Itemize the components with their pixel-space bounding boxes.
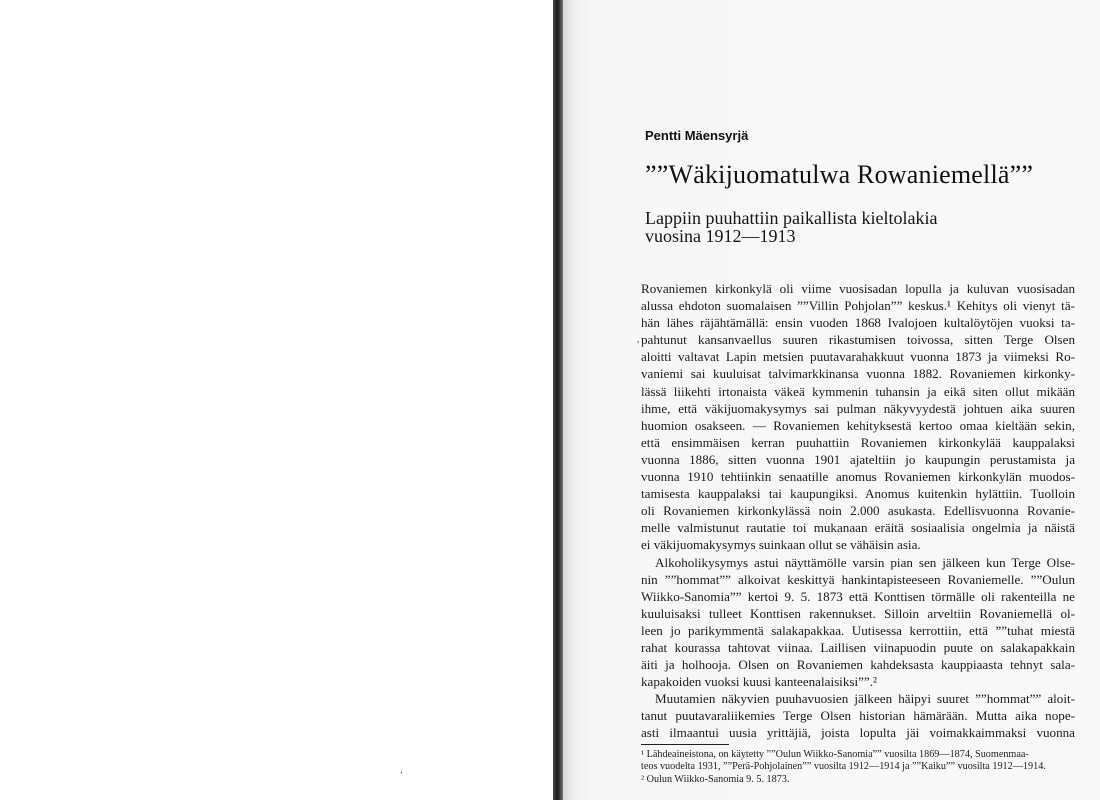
body-line: että ensimmäisen kerran puuhattiin Rovaniemen kirkonkylää kauppalaksi <box>641 434 1075 450</box>
body-line: huomion osakseen. — Rovaniemen kehityksestä kertoo omaa kieltään sekin, <box>641 417 1075 433</box>
body-line: ihme, että väkijuomakysymys sai pulman näkyvyydestä johtuen aika suuren <box>641 400 1075 416</box>
body-line: Alkoholikysymys astui näyttämölle varsin pian sen jälkeen kun Terge Olse- <box>655 554 1075 570</box>
article-title: ””Wäkijuomatulwa Rowaniemellä”” <box>645 160 1034 189</box>
body-line: melle valmistunut rautatie toi mukanaan eräitä sosiaalisia ongelmia ja näistä <box>641 520 1075 536</box>
body-line: Wiikko-Sanomia”” kertoi 9. 5. 1873 että Konttisen törmälle oli rakenteilla ne <box>641 588 1075 604</box>
footnotes <box>641 749 1081 786</box>
body-line: Muutamien näkyvien puuhavuosien jälkeen häipyi suuret ””hommat”” aloit- <box>655 691 1075 707</box>
book-gutter <box>553 0 563 800</box>
scan-speck: , <box>637 334 640 344</box>
body-line: vuonna 1886, sitten vuonna 1901 ajateltiin jo kaupungin perustamista ja <box>641 451 1075 467</box>
body-line: pahtunut kansanvaellus suuren rikastumisen toivossa, sitten Terge Olsen <box>641 332 1075 348</box>
footnote-line: ¹ Lähdeaineistona, on käytetty ””Oulun Wiikko-Sanomia”” vuosilta 1869—1874, Suomenmaa- <box>641 749 1029 760</box>
body-line: nin ””hommat”” alkoivat keskittyä hankintapisteeseen Rovaniemelle. ””Oulun <box>641 571 1075 587</box>
article-body <box>641 280 1075 742</box>
body-line: Rovaniemen kirkonkylä oli viime vuosisadan lopulla ja kuluvan vuosisadan <box>641 281 1075 296</box>
body-line: tanut puutavaraliikemies Terge Olsen historian hämärään. Mutta aika nope- <box>641 708 1075 724</box>
scan-speck: ’ <box>400 770 403 780</box>
body-line: alussa ehdoton suomalaisen ””Villin Pohjolan”” keskus.¹ Kehitys oli vienyt tä- <box>641 298 1075 314</box>
body-line: kuuluisaksi tulleet Konttisen rakennukset. Silloin arveltiin Rovaniemellä ol- <box>641 605 1075 621</box>
body-line: leen jo parikymmentä salakapakkaa. Uutisessa kerrottiin, että ””tuhat miestä <box>641 622 1075 638</box>
body-line: rahat kourassa tahtovat viinaa. Laillisen viinapuodin puute on salakapakkain <box>641 639 1075 655</box>
subtitle-line: Lappiin puuhattiin paikallista kieltolakia <box>645 208 938 228</box>
footnote-line: ² Oulun Wiikko-Sanomia 9. 5. 1873. <box>641 773 790 785</box>
footnote-separator <box>641 744 729 745</box>
body-line: tamisesta kauppalaksi tai kaupungiksi. Anomus kuitenkin hylättiin. Tuolloin <box>641 486 1075 502</box>
footnote-line: teos vuodelta 1931, ””Perä-Pohjolainen”” vuosilta 1912—1914 ja ””Kaiku”” vuosilta 1912—1914. <box>641 761 1046 773</box>
body-line: ei väkijuomakysymys suinkaan ollut se vähäisin asia. <box>641 537 921 553</box>
article-subtitle <box>645 209 1075 245</box>
subtitle-line: vuosina 1912—1913 <box>645 226 796 246</box>
body-line: lässä liikehti irtonaista väkeä kymmenin tuhansin ja eikä siten ollut mikään <box>641 383 1075 399</box>
body-line: aloitti valtavat Lapin metsien puutavarahakkuut vuonna 1873 ja viimeksi Ro- <box>641 349 1075 365</box>
body-line: vaniemi sai kuuluisat talvimarkkinansa vuonna 1882. Rovaniemen kirkonky- <box>641 366 1075 382</box>
author-name: Pentti Mäensyrjä <box>645 128 749 143</box>
body-line: oli Rovaniemen kirkonkylässä noin 2.000 asukasta. Edellisvuonna Rovanie- <box>641 503 1075 519</box>
body-line: hän lähes räjähtämällä: ensin vuoden 1868 Ivalojoen kultalöytöjen vuoksi ta- <box>641 315 1075 331</box>
body-line: äiti ja holhooja. Olsen on Rovaniemen kahdeksasta kauppiaasta tehnyt sala- <box>641 657 1075 673</box>
body-line: asti ilmaantui uusia yrittäjiä, joista lopulta jäi voimakkaimmaksi vuonna <box>641 725 1075 741</box>
body-line: kapakoiden vuoksi kuusi kanteenalaisiksi””.² <box>641 674 877 690</box>
body-line: vuonna 1910 tehtiinkin senaatille anomus Rovaniemen kirkonkylän muodos- <box>641 469 1075 485</box>
